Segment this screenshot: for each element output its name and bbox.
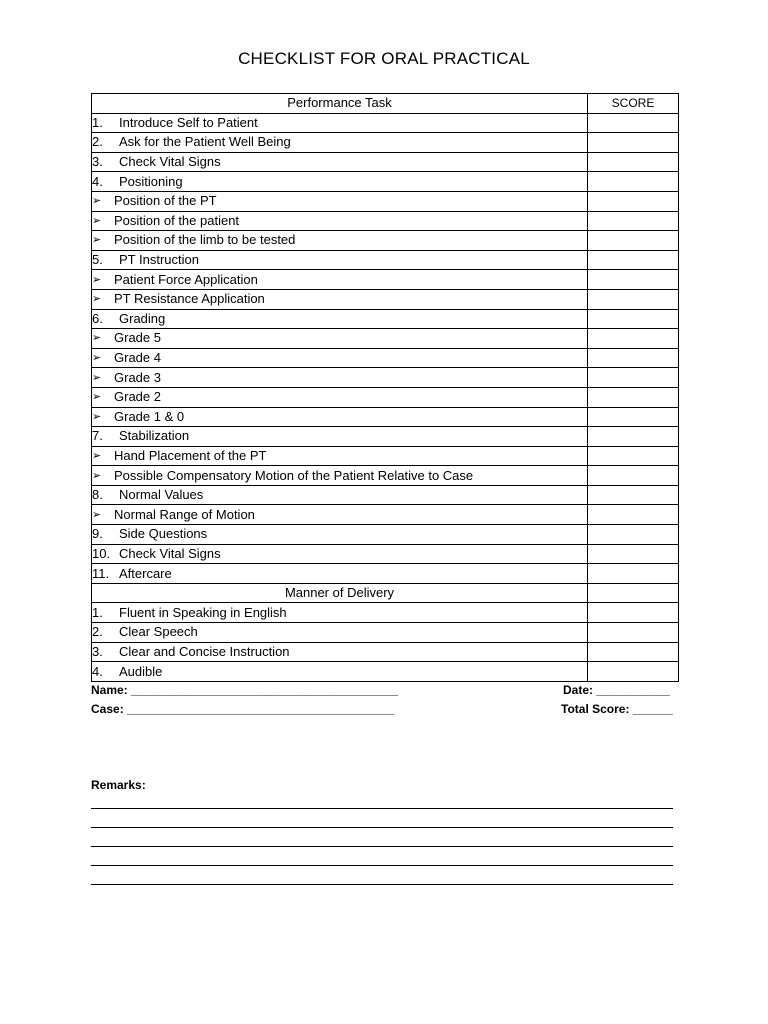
score-cell[interactable]: [588, 289, 679, 309]
arrow-bullet-icon: ➢: [92, 469, 102, 482]
arrow-bullet-icon: ➢: [92, 352, 102, 365]
date-field[interactable]: Date: ___________: [563, 683, 670, 697]
sub-item-label: Position of the limb to be tested: [114, 232, 296, 248]
table-row: [92, 231, 679, 251]
arrow-bullet-icon: ➢: [92, 508, 102, 521]
remarks-label: Remarks:: [91, 778, 146, 792]
arrow-bullet-icon: ➢: [92, 234, 102, 247]
arrow-bullet-icon: ➢: [92, 332, 102, 345]
sub-item-label: Normal Range of Motion: [114, 506, 255, 522]
sub-task-item: [92, 270, 588, 290]
checklist-rows: [92, 113, 679, 681]
score-cell[interactable]: [588, 250, 679, 270]
task-item: [92, 172, 588, 192]
score-cell[interactable]: [588, 407, 679, 427]
item-number: 3.: [92, 643, 103, 659]
task-item: [92, 525, 588, 545]
table-row: [92, 289, 679, 309]
task-item: [92, 662, 588, 682]
table-row: [92, 211, 679, 231]
remark-line[interactable]: [91, 846, 673, 847]
header-performance-task: Performance Task: [92, 94, 588, 114]
item-number: 3.: [92, 154, 103, 170]
item-label: Clear and Concise Instruction: [119, 643, 290, 659]
item-label: Aftercare: [119, 565, 172, 581]
score-cell[interactable]: [588, 485, 679, 505]
sub-task-item: [92, 348, 588, 368]
score-cell[interactable]: [588, 427, 679, 447]
sub-task-item: [92, 446, 588, 466]
remark-line[interactable]: [91, 884, 673, 885]
score-cell[interactable]: [588, 113, 679, 133]
task-item: [92, 133, 588, 153]
sub-item-label: PT Resistance Application: [114, 291, 265, 307]
item-label: Check Vital Signs: [119, 154, 221, 170]
table-row: [92, 133, 679, 153]
task-item: [92, 152, 588, 172]
remark-line[interactable]: [91, 865, 673, 866]
section-heading: Manner of Delivery: [92, 583, 588, 603]
table-row: [92, 466, 679, 486]
sub-task-item: [92, 289, 588, 309]
score-cell[interactable]: [588, 191, 679, 211]
item-label: Clear Speech: [119, 624, 198, 640]
sub-item-label: Hand Placement of the PT: [114, 447, 267, 463]
arrow-bullet-icon: ➢: [92, 449, 102, 462]
arrow-bullet-icon: ➢: [92, 195, 102, 208]
item-number: 10.: [92, 545, 111, 561]
item-number: 6.: [92, 310, 103, 326]
score-cell[interactable]: [588, 172, 679, 192]
task-item: [92, 485, 588, 505]
score-cell[interactable]: [588, 505, 679, 525]
item-number: 1.: [92, 114, 103, 130]
score-cell[interactable]: [588, 270, 679, 290]
name-field[interactable]: Name: ________________________________________: [91, 683, 398, 697]
sub-task-item: [92, 231, 588, 251]
table-row: [92, 270, 679, 290]
task-item: [92, 113, 588, 133]
table-row: [92, 525, 679, 545]
page-title: CHECKLIST FOR ORAL PRACTICAL: [238, 49, 530, 68]
score-cell[interactable]: [588, 387, 679, 407]
score-cell[interactable]: [588, 525, 679, 545]
sub-item-label: Position of the patient: [114, 212, 240, 228]
sub-item-label: Possible Compensatory Motion of the Patient Relative to Case: [114, 467, 474, 483]
sub-item-label: Grade 2: [114, 389, 161, 405]
table-row: [92, 505, 679, 525]
table-row: [92, 485, 679, 505]
score-cell[interactable]: [588, 564, 679, 584]
sub-item-label: Grade 4: [114, 350, 161, 366]
item-label: Stabilization: [119, 428, 190, 444]
table-row: [92, 583, 679, 603]
score-cell[interactable]: [588, 583, 679, 603]
score-cell[interactable]: [588, 133, 679, 153]
score-cell[interactable]: [588, 544, 679, 564]
score-cell[interactable]: [588, 211, 679, 231]
sub-item-label: Grade 3: [114, 369, 161, 385]
table-header-row: [92, 94, 679, 114]
arrow-bullet-icon: ➢: [92, 214, 102, 227]
item-label: Side Questions: [119, 526, 208, 542]
table-row: [92, 446, 679, 466]
table-row: [92, 191, 679, 211]
item-label: Audible: [119, 663, 163, 679]
table-row: [92, 172, 679, 192]
item-number: 9.: [92, 526, 103, 542]
item-number: 8.: [92, 487, 103, 503]
task-item: [92, 564, 588, 584]
table-row: [92, 152, 679, 172]
item-label: Introduce Self to Patient: [119, 114, 258, 130]
table-row: [92, 113, 679, 133]
header-score: SCORE: [588, 94, 679, 114]
score-cell[interactable]: [588, 231, 679, 251]
remark-line[interactable]: [91, 808, 673, 809]
item-label: Positioning: [119, 173, 183, 189]
sub-task-item: [92, 211, 588, 231]
score-cell[interactable]: [588, 603, 679, 623]
task-item: [92, 309, 588, 329]
sub-item-label: Grade 5: [114, 330, 161, 346]
sub-task-item: [92, 329, 588, 349]
score-cell[interactable]: [588, 446, 679, 466]
score-cell[interactable]: [588, 642, 679, 662]
item-number: 4.: [92, 173, 103, 189]
table-row: [92, 603, 679, 623]
sub-task-item: [92, 191, 588, 211]
checklist-table: [91, 93, 679, 682]
table-row: [92, 368, 679, 388]
table-row: [92, 544, 679, 564]
table-row: [92, 662, 679, 682]
item-label: PT Instruction: [119, 252, 199, 268]
sub-item-label: Patient Force Application: [114, 271, 258, 287]
task-item: [92, 250, 588, 270]
table-row: [92, 623, 679, 643]
item-number: 7.: [92, 428, 103, 444]
table-row: [92, 250, 679, 270]
sub-task-item: [92, 407, 588, 427]
total-score-field[interactable]: Total Score: ______: [561, 702, 673, 716]
item-label: Normal Values: [119, 487, 204, 503]
table-row: [92, 309, 679, 329]
score-cell[interactable]: [588, 368, 679, 388]
remark-line[interactable]: [91, 827, 673, 828]
table-row: [92, 564, 679, 584]
item-number: 1.: [92, 604, 103, 620]
arrow-bullet-icon: ➢: [92, 371, 102, 384]
table-row: [92, 427, 679, 447]
item-label: Fluent in Speaking in English: [119, 604, 287, 620]
score-cell[interactable]: [588, 329, 679, 349]
item-label: Grading: [119, 310, 166, 326]
sub-item-label: Position of the PT: [114, 193, 217, 209]
arrow-bullet-icon: ➢: [92, 293, 102, 306]
score-cell[interactable]: [588, 309, 679, 329]
item-number: 2.: [92, 624, 103, 640]
table-row: [92, 407, 679, 427]
item-number: 5.: [92, 252, 103, 268]
sub-task-item: [92, 505, 588, 525]
item-label: Check Vital Signs: [119, 545, 221, 561]
task-item: [92, 642, 588, 662]
score-cell[interactable]: [588, 152, 679, 172]
item-number: 2.: [92, 134, 103, 150]
table-row: [92, 348, 679, 368]
task-item: [92, 427, 588, 447]
sub-task-item: [92, 387, 588, 407]
sub-task-item: [92, 368, 588, 388]
score-cell[interactable]: [588, 466, 679, 486]
arrow-bullet-icon: ➢: [92, 410, 102, 423]
score-cell[interactable]: [588, 662, 679, 682]
item-number: 11.: [92, 565, 110, 581]
sub-item-label: Grade 1 & 0: [114, 408, 185, 424]
item-label: Ask for the Patient Well Being: [119, 134, 291, 150]
task-item: [92, 623, 588, 643]
item-number: 4.: [92, 663, 103, 679]
arrow-bullet-icon: ➢: [92, 391, 102, 404]
case-field[interactable]: Case: ________________________________________: [91, 702, 394, 716]
score-cell[interactable]: [588, 623, 679, 643]
table-row: [92, 387, 679, 407]
arrow-bullet-icon: ➢: [92, 273, 102, 286]
table-row: [92, 329, 679, 349]
table-row: [92, 642, 679, 662]
score-cell[interactable]: [588, 348, 679, 368]
task-item: [92, 603, 588, 623]
sub-task-item: [92, 466, 588, 486]
task-item: [92, 544, 588, 564]
